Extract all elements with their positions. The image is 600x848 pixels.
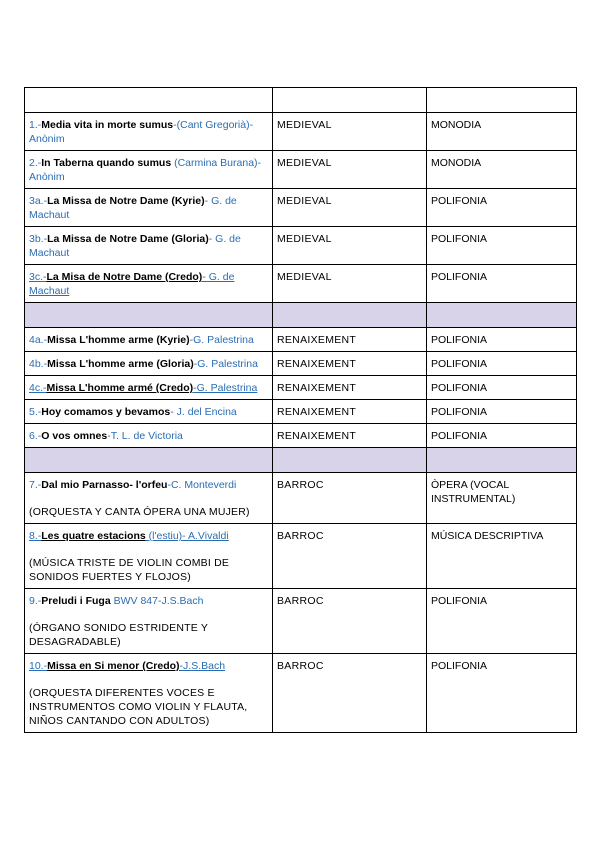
- table-row: [25, 151, 577, 189]
- type-cell: MÚSICA DESCRIPTIVA: [427, 524, 577, 589]
- table-row: [25, 424, 577, 448]
- piece-cell[interactable]: [25, 654, 273, 733]
- table-row: [25, 376, 577, 400]
- piece-number[interactable]: 4c.-: [29, 382, 47, 394]
- type-cell: POLIFONIA: [427, 654, 577, 733]
- piece-title: Missa L'homme arme (Kyrie): [47, 334, 190, 346]
- piece-source: (Carmina Burana)-Anònim: [29, 157, 262, 183]
- piece-title: O vos omnes: [41, 430, 108, 442]
- era-cell: RENAIXEMENT: [273, 376, 427, 400]
- table-row: [25, 473, 577, 524]
- type-cell: POLIFONIA: [427, 265, 577, 303]
- era-cell: BARROC: [273, 473, 427, 524]
- piece-title[interactable]: Missa L'homme armé (Credo): [46, 382, 194, 394]
- table-row: [25, 352, 577, 376]
- piece-number: 3a.-: [29, 195, 48, 207]
- piece-number: 4b.-: [29, 358, 48, 370]
- type-cell: MONODIA: [427, 113, 577, 151]
- type-cell: POLIFONIA: [427, 328, 577, 352]
- type-cell: POLIFONIA: [427, 376, 577, 400]
- piece-source: - G. de Machaut: [29, 195, 237, 221]
- piece-title: La Missa de Notre Dame (Gloria): [47, 233, 209, 245]
- piece-cell[interactable]: [25, 524, 273, 589]
- piece-cell: [25, 473, 273, 524]
- piece-source[interactable]: -J.S.Bach: [179, 660, 226, 672]
- piece-cell: [25, 424, 273, 448]
- piece-note: (ORQUESTA Y CANTA ÓPERA UNA MUJER): [29, 506, 250, 518]
- piece-source[interactable]: - G. de Machaut: [29, 271, 235, 297]
- header-cell-2: [273, 88, 427, 113]
- piece-title[interactable]: Missa en Si menor (Credo): [47, 660, 180, 672]
- type-cell: POLIFONIA: [427, 589, 577, 654]
- header-row: [25, 88, 577, 113]
- piece-number: 5.-: [29, 406, 42, 418]
- type-cell: POLIFONIA: [427, 352, 577, 376]
- type-cell: POLIFONIA: [427, 400, 577, 424]
- era-cell: RENAIXEMENT: [273, 424, 427, 448]
- table-row: [25, 113, 577, 151]
- piece-source: BWV 847-J.S.Bach: [110, 595, 204, 607]
- piece-note: (ORQUESTA DIFERENTES VOCES E INSTRUMENTOS COMO VIOLIN Y FLAUTA, NIÑOS CANTANDO CON ADULTOS): [29, 687, 248, 727]
- table-row: [25, 589, 577, 654]
- piece-source: - J. del Encina: [170, 406, 237, 418]
- table-row: [25, 328, 577, 352]
- piece-cell[interactable]: [25, 265, 273, 303]
- table-row: [25, 265, 577, 303]
- piece-source[interactable]: -G. Palestrina: [193, 382, 258, 394]
- piece-source: - G. de Machaut: [29, 233, 241, 259]
- piece-note: (ÓRGANO SONIDO ESTRIDENTE Y DESAGRADABLE): [29, 622, 208, 648]
- piece-title: La Missa de Notre Dame (Kyrie): [47, 195, 205, 207]
- piece-title: In Taberna quando sumus: [41, 157, 172, 169]
- table-row: [25, 654, 577, 733]
- piece-note: (MÚSICA TRISTE DE VIOLIN COMBI DE SONIDOS FUERTES Y FLOJOS): [29, 557, 230, 583]
- piece-title[interactable]: Les quatre estacions: [41, 530, 146, 542]
- piece-cell: [25, 328, 273, 352]
- era-cell: RENAIXEMENT: [273, 328, 427, 352]
- type-cell: ÒPERA (VOCAL INSTRUMENTAL): [427, 473, 577, 524]
- piece-source: -(Cant Gregorià)-Anònim: [29, 119, 254, 145]
- piece-cell: [25, 113, 273, 151]
- piece-cell[interactable]: [25, 376, 273, 400]
- piece-number: 3b.-: [29, 233, 48, 245]
- music-table: [24, 87, 577, 733]
- piece-number: 2.-: [29, 157, 42, 169]
- piece-cell: [25, 227, 273, 265]
- piece-source: -G. Palestrina: [189, 334, 254, 346]
- type-cell: POLIFONIA: [427, 189, 577, 227]
- piece-number: 4a.-: [29, 334, 48, 346]
- separator-row: [25, 303, 577, 328]
- era-cell: MEDIEVAL: [273, 265, 427, 303]
- piece-source[interactable]: (l'estiu)- A.Vivaldi: [145, 530, 229, 542]
- piece-title: Hoy comamos y bevamos: [41, 406, 171, 418]
- piece-title[interactable]: La Misa de Notre Dame (Credo): [46, 271, 203, 283]
- era-cell: BARROC: [273, 589, 427, 654]
- era-cell: MEDIEVAL: [273, 113, 427, 151]
- piece-title: Dal mio Parnasso- l'orfeu: [41, 479, 168, 491]
- era-cell: BARROC: [273, 654, 427, 733]
- era-cell: MEDIEVAL: [273, 227, 427, 265]
- era-cell: BARROC: [273, 524, 427, 589]
- header-cell-3: [427, 88, 577, 113]
- type-cell: POLIFONIA: [427, 227, 577, 265]
- table-row: [25, 400, 577, 424]
- piece-cell: [25, 589, 273, 654]
- piece-number[interactable]: 8.-: [29, 530, 42, 542]
- piece-cell: [25, 189, 273, 227]
- header-cell-1: [25, 88, 273, 113]
- piece-number: 7.-: [29, 479, 42, 491]
- table-row: [25, 227, 577, 265]
- piece-source: -G. Palestrina: [193, 358, 258, 370]
- era-cell: RENAIXEMENT: [273, 400, 427, 424]
- piece-title: Preludi i Fuga: [41, 595, 111, 607]
- piece-number: 6.-: [29, 430, 42, 442]
- table-row: [25, 524, 577, 589]
- table-row: [25, 189, 577, 227]
- piece-title: Media vita in morte sumus: [41, 119, 174, 131]
- piece-source: -T. L. de Victoria: [107, 430, 183, 442]
- piece-cell: [25, 352, 273, 376]
- type-cell: POLIFONIA: [427, 424, 577, 448]
- type-cell: MONODIA: [427, 151, 577, 189]
- piece-cell: [25, 400, 273, 424]
- piece-title: Missa L'homme arme (Gloria): [47, 358, 194, 370]
- era-cell: MEDIEVAL: [273, 189, 427, 227]
- piece-number: 9.-: [29, 595, 42, 607]
- era-cell: RENAIXEMENT: [273, 352, 427, 376]
- piece-source: -C. Monteverdi: [167, 479, 237, 491]
- era-cell: MEDIEVAL: [273, 151, 427, 189]
- piece-cell: [25, 151, 273, 189]
- separator-row: [25, 448, 577, 473]
- piece-number: 1.-: [29, 119, 42, 131]
- piece-number[interactable]: 3c.-: [29, 271, 47, 283]
- piece-number[interactable]: 10.-: [29, 660, 48, 672]
